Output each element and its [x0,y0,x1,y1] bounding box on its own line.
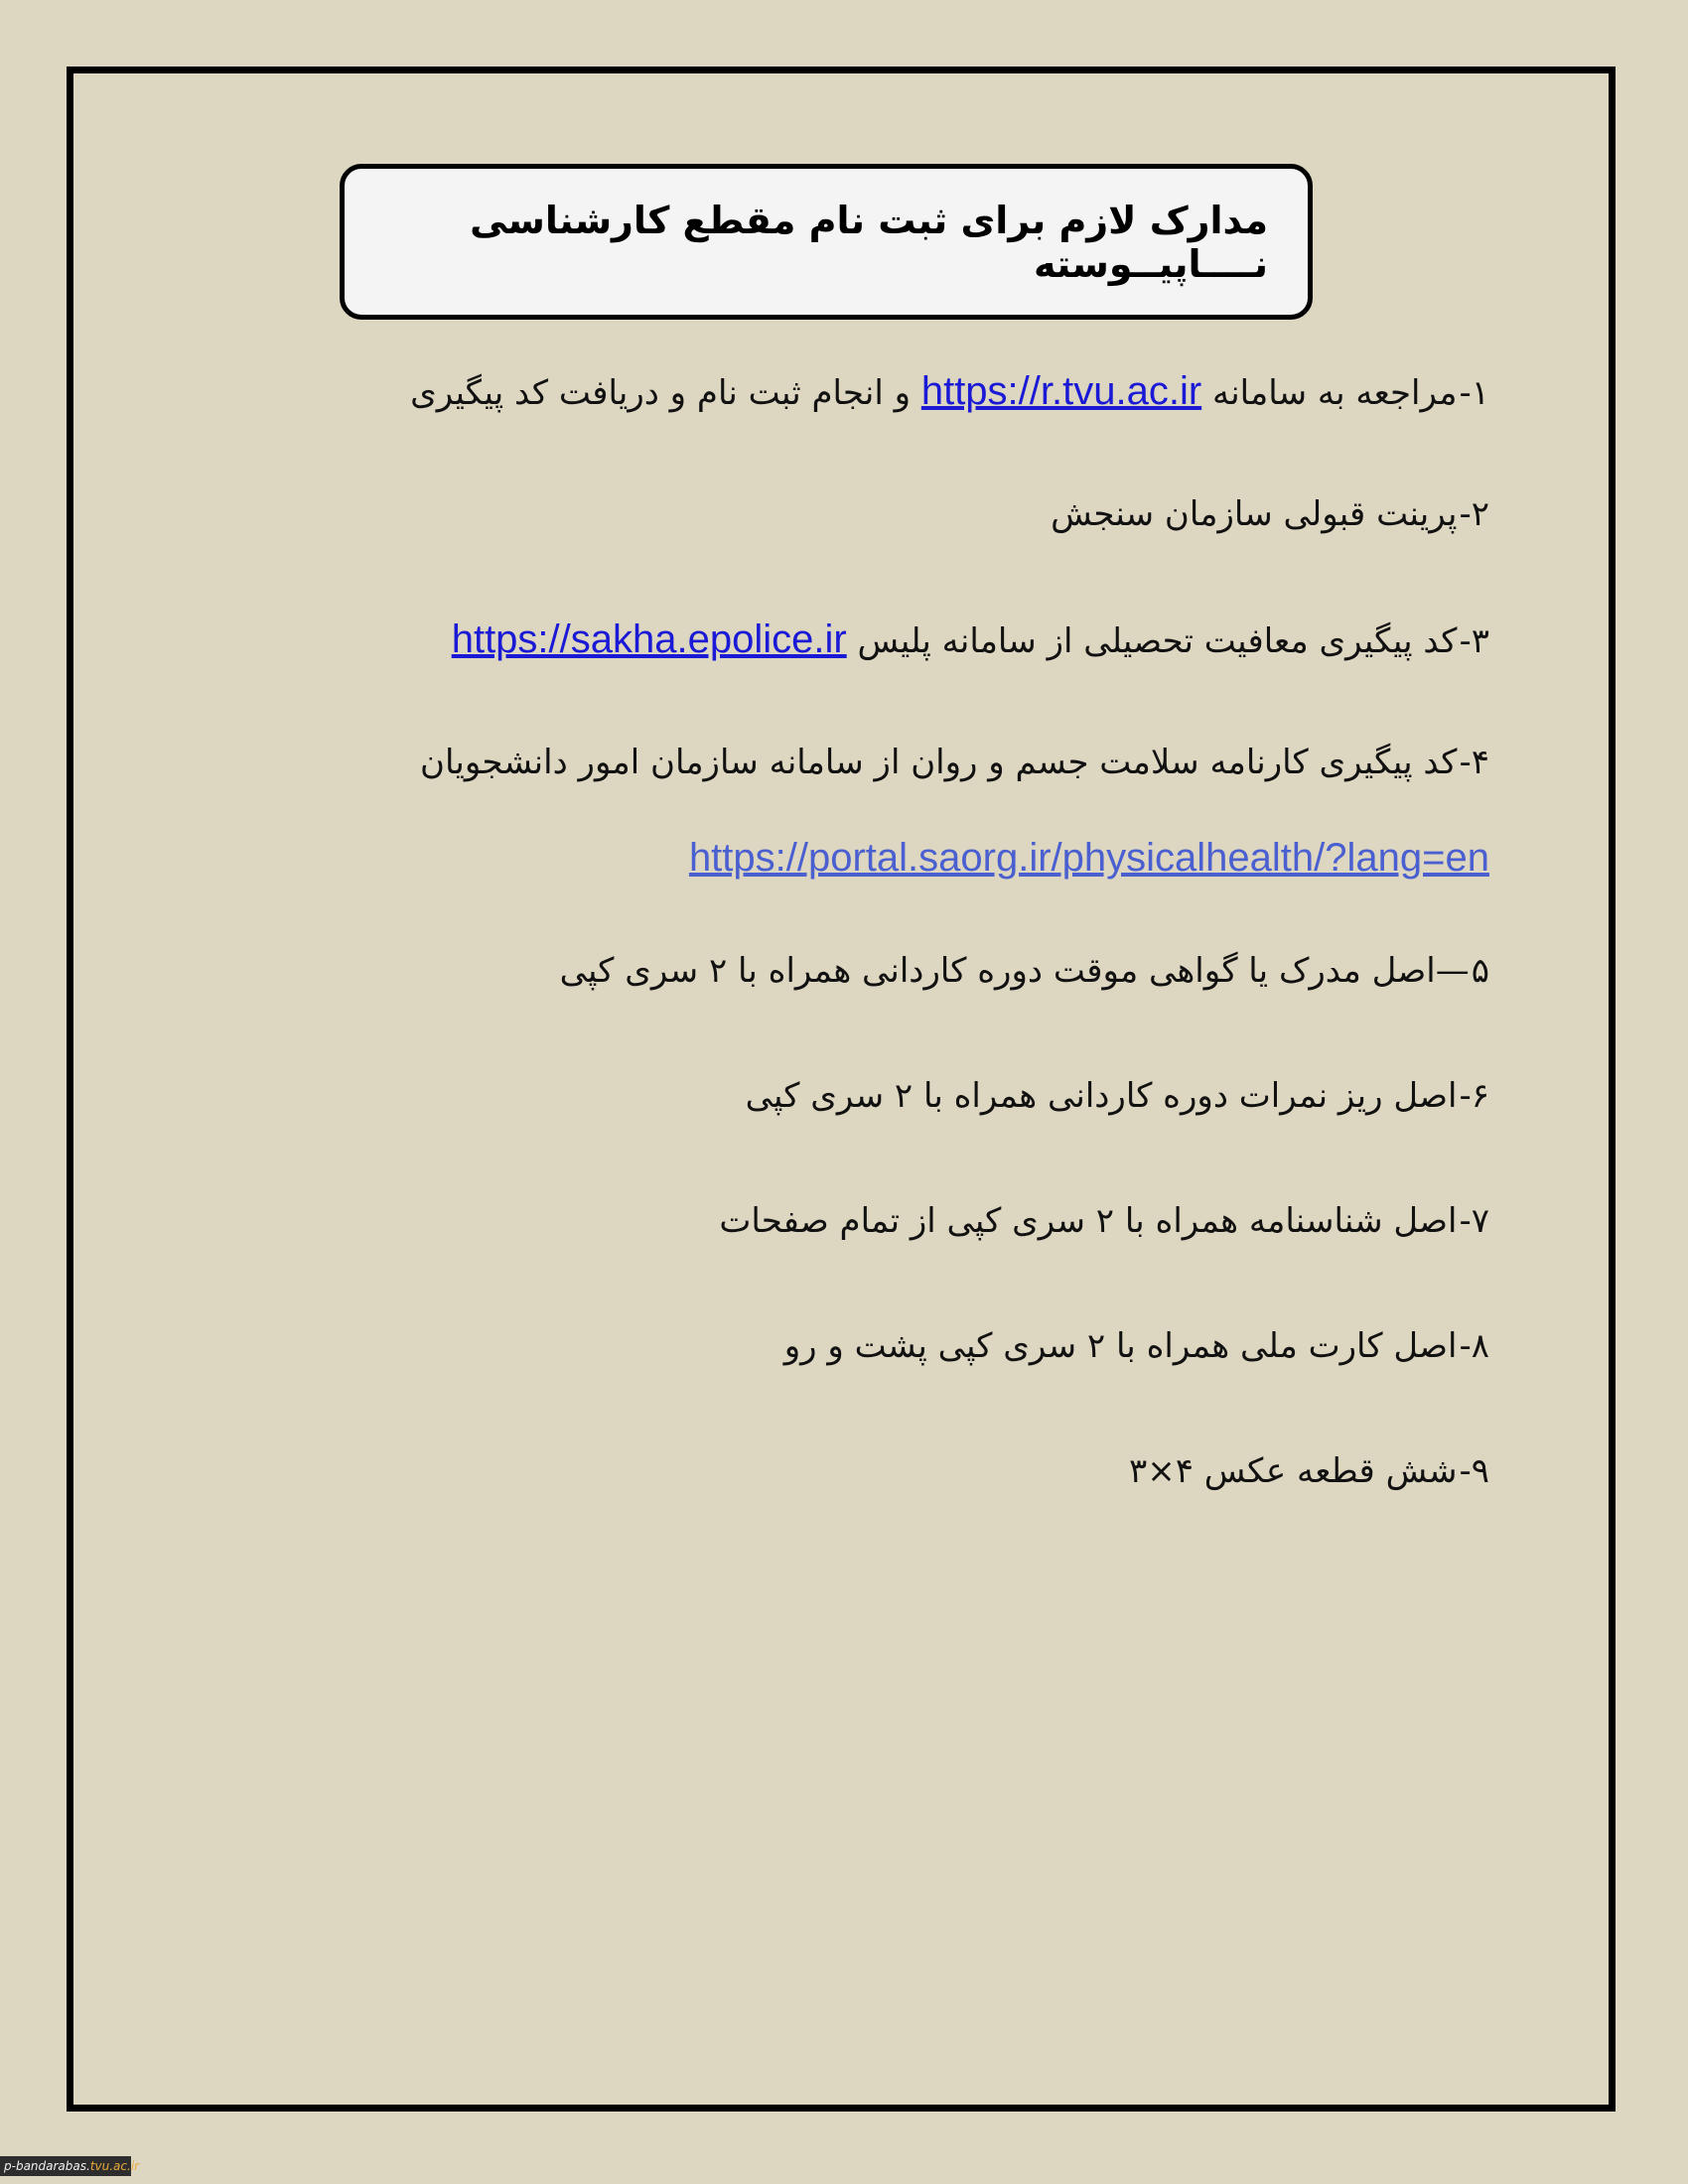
item-text: —اصل مدرک یا گواهی موقت دوره کاردانی همراه با ۲ سری کپی [559,951,1470,991]
item-text: اصل کارت ملی همراه با ۲ سری کپی پشت و رو [783,1326,1458,1366]
item-text: اصل ریز نمرات دوره کاردانی همراه با ۲ سری کپی [745,1076,1458,1116]
tvu-registration-link[interactable]: https://r.tvu.ac.ir [920,369,1202,413]
item-number: ۸- [1459,1326,1489,1366]
item-text: پرینت قبولی سازمان سنجش [1051,494,1458,534]
item-number: ۴- [1459,743,1489,782]
list-item-7 [719,1201,1489,1241]
list-item-4 [420,743,1489,782]
item-number: ۷- [1459,1201,1489,1241]
item-number: ۵ [1471,951,1489,991]
item-number: ۹- [1459,1451,1489,1491]
list-item-1 [410,369,1489,414]
item-text: مراجعه به سامانه [1211,373,1458,413]
item-text: شش قطعه عکس ۴×۳ [1128,1451,1458,1491]
watermark-accent: tvu.ac.ir [89,2159,140,2173]
list-item-3 [452,617,1489,662]
list-item-8 [784,1326,1489,1366]
epolice-link[interactable]: https://sakha.epolice.ir [451,617,847,661]
item-number: ۱- [1459,373,1489,413]
item-text-after: و انجام ثبت نام و دریافت کد پیگیری [410,373,912,413]
watermark-prefix: p-bandarabas. [4,2159,90,2173]
item-text: کد پیگیری کارنامه سلامت جسم و روان از سامانه سازمان امور دانشجویان [420,743,1458,782]
list-item-2 [1051,494,1489,534]
list-item-5 [560,951,1489,991]
title-box [340,164,1313,320]
list-item-6 [746,1076,1489,1116]
page-title: مدارک لازم برای ثبت نام مقطع کارشناسی نــــاپیــوسته [470,198,1268,286]
item-number: ۶- [1459,1076,1489,1116]
site-watermark [0,2156,140,2176]
list-item-9 [1129,1451,1489,1491]
item-text: کد پیگیری معافیت تحصیلی از سامانه پلیس [857,621,1458,661]
list-item-4-url [689,836,1489,881]
saorg-health-link[interactable]: https://portal.saorg.ir/physicalhealth/?lang=en [688,836,1489,880]
item-text: اصل شناسنامه همراه با ۲ سری کپی از تمام صفحات [719,1201,1458,1241]
item-number: ۲- [1459,494,1489,534]
item-number: ۳- [1459,621,1489,661]
